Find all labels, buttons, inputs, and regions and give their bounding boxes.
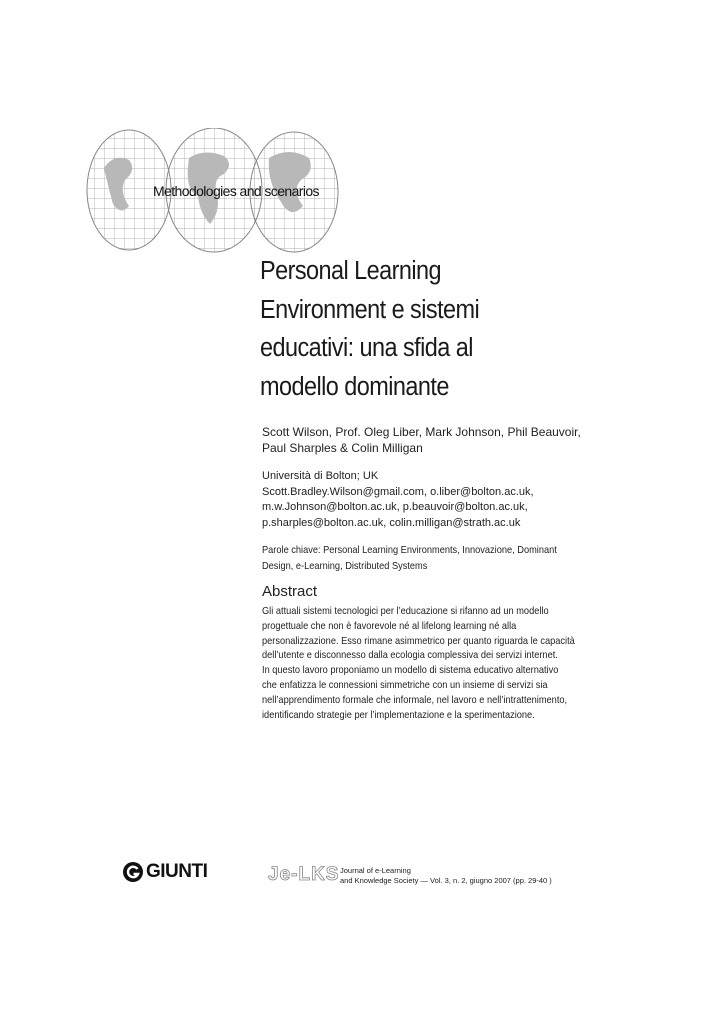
abstract-body [262, 604, 575, 722]
title-line: Personal Learning [260, 257, 442, 285]
journal-name: Journal of e-Learning [340, 866, 411, 875]
abstract-line: nell’apprendimento formale che informale, nel lavoro e nell’intrattenimento, [262, 693, 568, 706]
abstract-line: Gli attuali sistemi tecnologici per l’educazione si rifanno ad un modello [262, 605, 549, 617]
publisher-name: GIUNTI [146, 861, 208, 882]
authors: Scott Wilson, Prof. Oleg Liber, Mark Johnson, Phil Beauvoir, Paul Sharples & Colin Milligan [262, 425, 581, 455]
affiliation-email[interactable]: p.sharples@bolton.ac.uk, colin.milligan@strath.ac.uk [262, 516, 521, 529]
abstract-line: che enfatizza le connessioni simmetriche con un insieme di servizi sia [262, 678, 548, 691]
giunti-g-icon [122, 861, 144, 883]
title-line: Environment e sistemi [260, 295, 480, 324]
affiliation-line: Università di Bolton; UK [262, 470, 379, 482]
title-line: educativi: una sfida al [260, 334, 473, 362]
abstract-line: dell’utente e disconnesso dalla ecologia complessiva dei servizi internet. [262, 649, 558, 662]
journal-logo: Je-LKS [268, 864, 340, 885]
affiliation-email[interactable]: m.w.Johnson@bolton.ac.uk, p.beauvoir@bolton.ac.uk, [262, 501, 528, 513]
affiliation-email[interactable]: Scott.Bradley.Wilson@gmail.com, o.liber@bolton.ac.uk, [262, 485, 534, 498]
abstract-line: progettuale che non è favorevole né al lifelong learning né alla [262, 619, 517, 632]
abstract-line: identificando strategie per l’implementazione e la sperimentazione. [262, 708, 535, 721]
publisher-logo [122, 861, 207, 883]
section-label: Methodologies and scenarios [153, 183, 319, 199]
abstract-line: personalizzazione. Esso rimane asimmetrico per quanto riguarda le capacità [262, 634, 575, 647]
abstract-line: In questo lavoro proponiamo un modello di sistema educativo alternativo [262, 664, 559, 677]
affiliation [262, 469, 592, 531]
abstract-heading: Abstract [262, 583, 318, 600]
article-title [260, 252, 646, 406]
title-line: modello dominante [260, 372, 449, 401]
keywords: Parole chiave: Personal Learning Environments, Innovazione, Dominant Design, e-Learning, Distributed Systems [262, 544, 557, 572]
journal-info [340, 866, 552, 886]
journal-volume: and Knowledge Society — Vol. 3, n. 2, giugno 2007 (pp. 29-40 ) [340, 876, 552, 885]
